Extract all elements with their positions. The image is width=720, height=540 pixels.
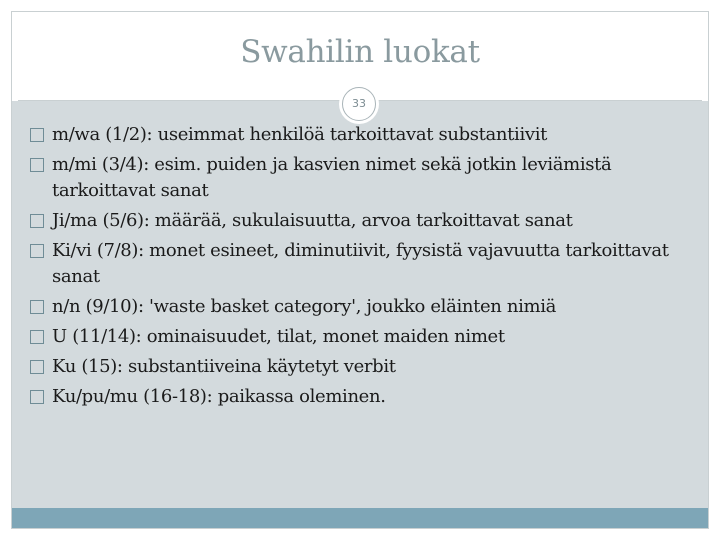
bullet-item	[30, 238, 710, 290]
bullet-item	[30, 122, 710, 148]
footer-bar	[12, 508, 708, 528]
bullet-text: Ji/ma (5/6): määrää, sukulaisuutta, arvoa tarkoittavat sanat	[52, 210, 573, 231]
bullet-item	[30, 294, 710, 320]
bullet-text: n/n (9/10): 'waste basket category', joukko eläinten nimiä	[52, 296, 557, 317]
bullet-text: U (11/14): ominaisuudet, tilat, monet maiden nimet	[52, 326, 505, 347]
square-bullet-icon	[30, 214, 44, 228]
bullet-text: m/wa (1/2): useimmat henkilöä tarkoittavat substantiivit	[52, 124, 547, 145]
bullet-text: Ku/pu/mu (16-18): paikassa oleminen.	[52, 386, 386, 407]
square-bullet-icon	[30, 300, 44, 314]
bullet-list	[30, 122, 710, 414]
bullet-text: Ku (15): substantiiveina käytetyt verbit	[52, 356, 396, 377]
slide-title: Swahilin luokat	[240, 34, 480, 70]
square-bullet-icon	[30, 158, 44, 172]
page-number-badge: 33	[342, 87, 376, 121]
square-bullet-icon	[30, 244, 44, 258]
bullet-item	[30, 354, 710, 380]
square-bullet-icon	[30, 360, 44, 374]
bullet-item	[30, 384, 710, 410]
square-bullet-icon	[30, 330, 44, 344]
bullet-item	[30, 152, 710, 204]
bullet-item	[30, 324, 710, 350]
square-bullet-icon	[30, 128, 44, 142]
bullet-text: Ki/vi (7/8): monet esineet, diminutiivit, fyysistä vajavuutta tarkoittavat sanat	[52, 240, 669, 287]
bullet-text: m/mi (3/4): esim. puiden ja kasvien nimet sekä jotkin leviämistä tarkoittavat sanat	[52, 154, 612, 201]
square-bullet-icon	[30, 390, 44, 404]
bullet-item	[30, 208, 710, 234]
